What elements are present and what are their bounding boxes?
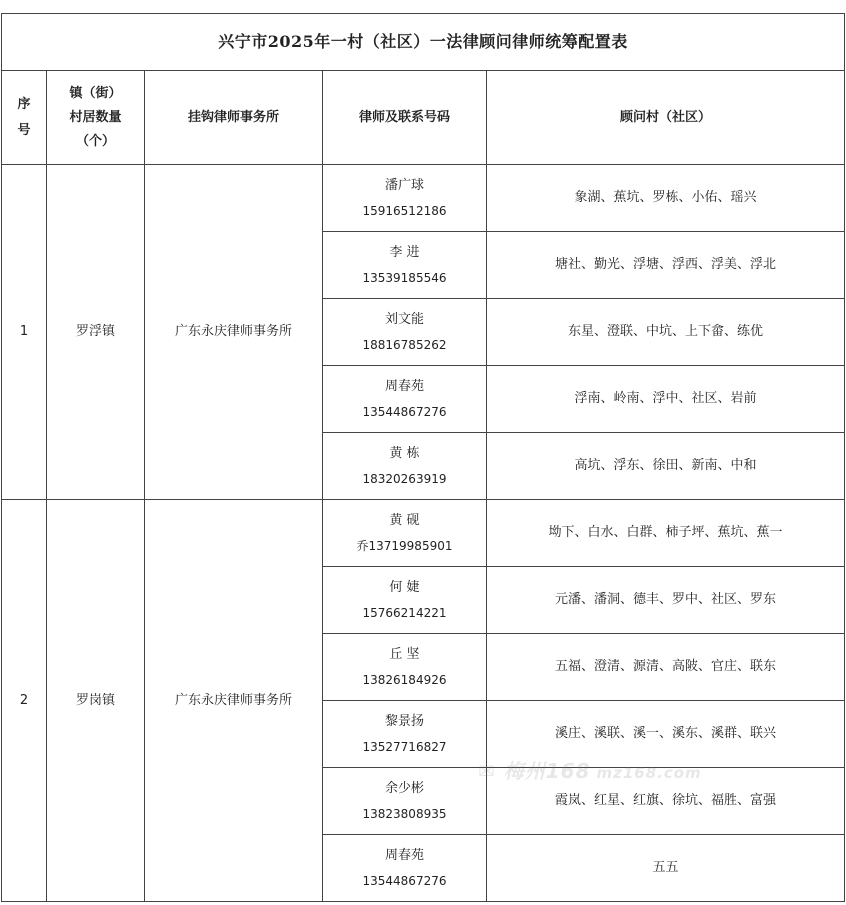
header-seq-label: 序号 (17, 96, 31, 138)
lawyer-phone: 15766214221 (362, 605, 447, 620)
lawyer-phone: 13539185546 (362, 270, 447, 285)
lawyer-phone: 18816785262 (362, 337, 447, 352)
header-town (47, 71, 145, 165)
lawyer-phone: 13527716827 (362, 739, 447, 754)
group-firm: 广东永庆律师事务所 (145, 500, 323, 902)
lawyer-cell (323, 567, 487, 634)
group-seq: 2 (2, 500, 47, 902)
lawyer-name: 李 进 (389, 244, 420, 260)
header-seq (2, 71, 47, 165)
village-list: 元潘、潘洞、德丰、罗中、社区、罗东 (487, 567, 845, 634)
lawyer-name: 黄 砚 (389, 512, 420, 528)
watermark-text: 梅州168 (503, 759, 591, 783)
allocation-table (1, 13, 845, 902)
village-list: 坳下、白水、白群、柿子坪、蕉坑、蕉一 (487, 500, 845, 567)
lawyer-cell (323, 232, 487, 299)
group-town: 罗浮镇 (47, 165, 145, 500)
group-seq: 1 (2, 165, 47, 500)
lawyer-name: 黎景扬 (384, 713, 424, 729)
village-list: 高坑、浮东、徐田、新南、中和 (487, 433, 845, 500)
table-title: 兴宁市2025年一村（社区）一法律顾问律师统筹配置表 (2, 14, 845, 71)
lawyer-name: 丘 坚 (389, 646, 420, 662)
lawyer-phone: 18320263919 (362, 471, 447, 486)
lawyer-name: 何 婕 (389, 579, 420, 595)
village-list: 霞岚、红星、红旗、徐坑、福胜、富强 (487, 768, 845, 835)
village-list: 五五 (487, 835, 845, 902)
group-town: 罗岗镇 (47, 500, 145, 902)
lawyer-cell (323, 299, 487, 366)
lawyer-name: 刘文能 (384, 311, 424, 327)
village-list: 溪庄、溪联、溪一、溪东、溪群、联兴 (487, 701, 845, 768)
village-list: 象湖、蕉坑、罗栋、小佑、瑶兴 (487, 165, 845, 232)
watermark-domain: mz168.com (596, 764, 702, 782)
lawyer-phone: 13826184926 (362, 672, 447, 687)
lawyer-cell (323, 768, 487, 835)
village-list: 浮南、岭南、浮中、社区、岩前 (487, 366, 845, 433)
lawyer-phone: 13544867276 (362, 404, 447, 419)
header-firm: 挂钩律师事务所 (145, 71, 323, 165)
village-list: 塘社、勤光、浮塘、浮西、浮美、浮北 (487, 232, 845, 299)
table-row (2, 500, 845, 567)
header-town-label: 镇（街）村居数量（个） (69, 85, 122, 149)
header-villages: 顾问村（社区） (487, 71, 845, 165)
lawyer-name: 周春苑 (384, 847, 424, 863)
lawyer-phone: 15916512186 (362, 203, 447, 218)
lawyer-cell (323, 634, 487, 701)
table-row (2, 165, 845, 232)
village-list: 东星、澄联、中坑、上下畲、练优 (487, 299, 845, 366)
lawyer-cell (323, 366, 487, 433)
lawyer-phone: 13544867276 (362, 873, 447, 888)
lawyer-name: 潘广球 (384, 177, 424, 193)
lawyer-cell (323, 500, 487, 567)
header-row (2, 71, 845, 165)
lawyer-cell (323, 433, 487, 500)
lawyer-phone: 13823808935 (362, 806, 447, 821)
lawyer-name: 黄 栋 (389, 445, 420, 461)
village-list: 五福、澄清、源清、高陂、官庄、联东 (487, 634, 845, 701)
group-firm: 广东永庆律师事务所 (145, 165, 323, 500)
header-lawyer: 律师及联系号码 (323, 71, 487, 165)
lawyer-name: 余少彬 (384, 780, 424, 796)
watermark-logo-icon: ✉ (478, 759, 496, 783)
lawyer-cell (323, 835, 487, 902)
lawyer-name: 周春苑 (384, 378, 424, 394)
lawyer-phone: 乔13719985901 (356, 538, 453, 553)
lawyer-cell (323, 701, 487, 768)
lawyer-cell (323, 165, 487, 232)
